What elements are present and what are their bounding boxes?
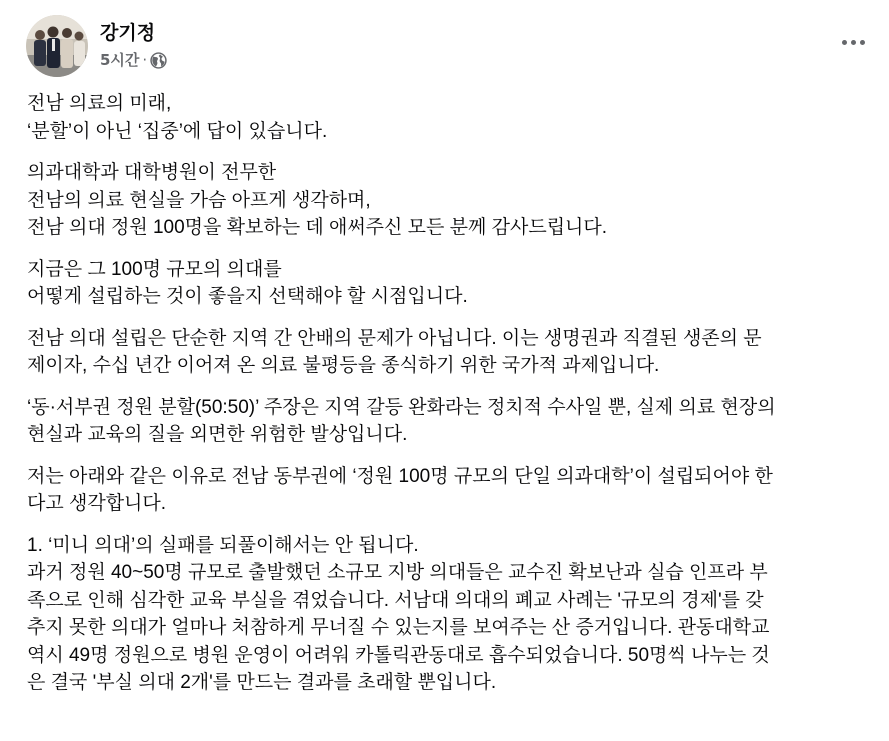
separator-dot: ·: [142, 51, 148, 69]
post-paragraph: [27, 256, 877, 311]
more-dot: [842, 40, 847, 45]
more-dot: [860, 40, 865, 45]
more-options-icon[interactable]: [835, 28, 871, 56]
text-line: ‘동·서부권 정원 분할(50:50)’ 주장은 지역 갈등 완화라는 정치적 수사일 뿐, 실제 의료 현장의: [27, 396, 776, 418]
globe-icon[interactable]: [150, 52, 167, 69]
author-name[interactable]: 강기정: [100, 23, 156, 44]
post-timestamp[interactable]: 5시간: [100, 51, 140, 69]
text-line: 지금은 그 100명 규모의 의대를: [27, 258, 282, 280]
text-line: 1. ‘미니 의대’의 실패를 되풀이해서는 안 됩니다.: [27, 534, 419, 556]
post-paragraph: [27, 90, 877, 145]
text-line: 의과대학과 대학병원이 전무한: [27, 162, 277, 183]
avatar-photo: [26, 15, 88, 77]
text-line: 어떻게 설립하는 것이 좋을지 선택해야 할 시점입니다.: [27, 286, 468, 307]
post-paragraph: [27, 532, 877, 697]
text-line: 현실과 교육의 질을 외면한 위험한 발상입니다.: [27, 424, 408, 445]
text-line: 전남 의대 설립은 단순한 지역 간 안배의 문제가 아닙니다. 이는 생명권과 직결된 생존의 문: [27, 327, 762, 349]
text-line: 저는 아래와 같은 이유로 전남 동부권에 ‘정원 100명 규모의 단일 의과대학’이 설립되어야 한: [27, 465, 773, 487]
text-line: 역시 49명 정원으로 병원 운영이 어려워 카톨릭관동대로 흡수되었습니다. 50명씩 나누는 것: [27, 644, 770, 666]
post-paragraph: [27, 325, 877, 380]
author-avatar[interactable]: [26, 15, 88, 77]
text-line: 족으로 인해 심각한 교육 부실을 겪었습니다. 서남대 의대의 폐교 사례는 '규모의 경제'를 갖: [27, 589, 764, 611]
text-line: 다고 생각합니다.: [27, 493, 167, 514]
text-line: 전남의 의료 현실을 가슴 아프게 생각하며,: [27, 189, 371, 211]
text-line: 추지 못한 의대가 얼마나 처참하게 무너질 수 있는지를 보여주는 산 증거입니다. 관동대학교: [27, 617, 770, 638]
post-subline: [100, 50, 167, 70]
text-line: 은 결국 '부실 의대 2개'를 만드는 결과를 초래할 뿐입니다.: [27, 672, 497, 693]
post-paragraph: [27, 463, 877, 518]
post-paragraph: [27, 394, 877, 449]
post-header: [26, 14, 167, 78]
text-line: 제이자, 수십 년간 이어져 온 의료 불평등을 종식하기 위한 국가적 과제입니다.: [27, 355, 660, 376]
text-line: 전남 의대 정원 100명을 확보하는 데 애써주신 모든 분께 감사드립니다.: [27, 217, 608, 238]
more-dot: [851, 40, 856, 45]
text-line: 전남 의료의 미래,: [27, 93, 172, 114]
text-line: ‘분할’이 아닌 ‘집중’에 답이 있습니다.: [27, 120, 328, 142]
post-paragraph: [27, 159, 877, 242]
post-meta: [100, 22, 167, 70]
text-line: 과거 정원 40~50명 규모로 출발했던 소규모 지방 의대들은 교수진 확보난과 실습 인프라 부: [27, 562, 768, 583]
post-body: [27, 90, 877, 711]
